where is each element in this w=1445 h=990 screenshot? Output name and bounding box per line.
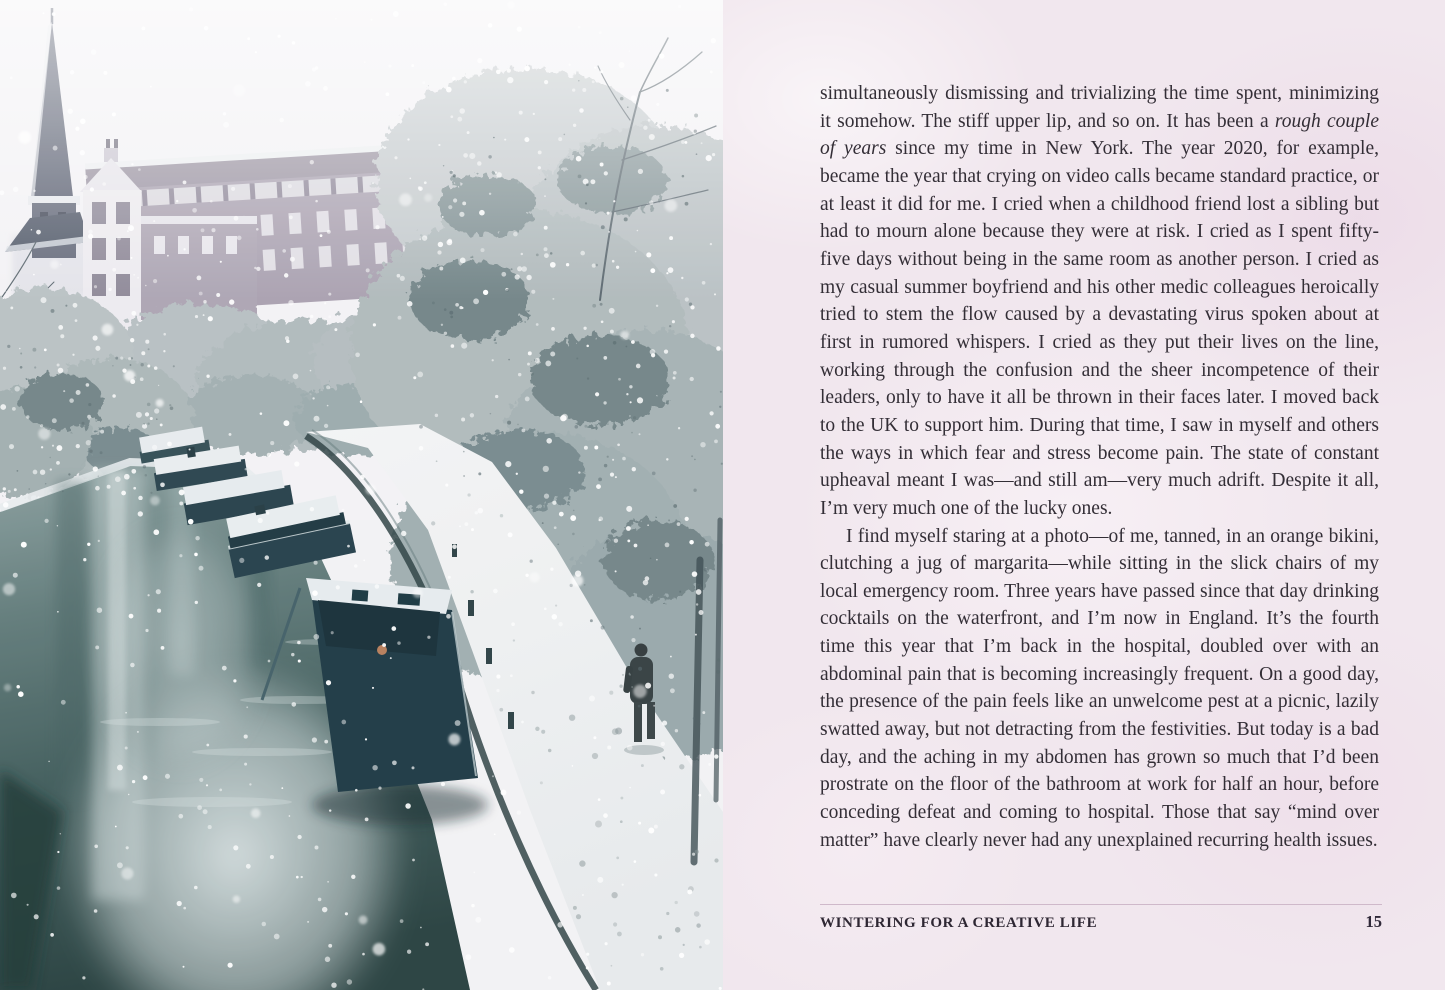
running-head: WINTERING FOR A CREATIVE LIFE [820, 915, 1098, 931]
text-page [723, 0, 1445, 990]
page-number: 15 [1365, 912, 1382, 931]
body-paragraph-1 [820, 80, 1379, 523]
italic-phrase: rough couple of years [820, 110, 1380, 160]
paragraph-text: since my time in New York. The year 2020, for example, became the year that crying on video calls became standard practice, or at least it did for me. I cried when a childhood friend lost a sibling but had to mourn alone because they were at risk. I cried as I spent fifty-five days without being in the same room as another person. I cried as my casual summer boyfriend and his other medic colleagues heroically tried to stem the flow caused by a devastating virus spoken about at first in rumored whispers. I cried as they put their lives on the line, working through the confusion and the sheer incompetence of their leaders, only to have it all be thrown in their faces later. I moved back to the UK to support him. During that time, I saw in myself and others the ways in which fear and stress become pain. The state of constant upheaval meant I was—and still am—very much adrift. Despite it all, I’m very much one of the lucky ones. [820, 138, 1379, 519]
body-paragraph-2: I find myself staring at a photo—of me, tanned, in an orange bikini, clutching a jug of margarita—while sitting in the slick chairs of my local emergency room. Three years have passed since that day drinking cocktails on the waterfront, and I’m now in England. It’s the fourth time this year that I’m back in the hospital, doubled over with an abdominal pain that is becoming increasingly frequent. On a good day, the presence of the pain feels like an unwelcome pest at a picnic, lazily swatted away, but not detracting from the festivities. But today is a bad day, and the aching in my abdomen has grown so much that I’d been prostrate on the floor of the bathroom at work for half an hour, before conceding defeat and coming to hospital. Those that say “mind over matter” have clearly never had any unexplained recurring health issues. [820, 525, 1379, 851]
page-footer [820, 904, 1382, 932]
body-text [820, 80, 1379, 854]
paragraph-text: simultaneously dismissing and trivializing the time spent, minimizing it somehow. The stiff upper lip, and so on. It has been a [820, 83, 1379, 132]
